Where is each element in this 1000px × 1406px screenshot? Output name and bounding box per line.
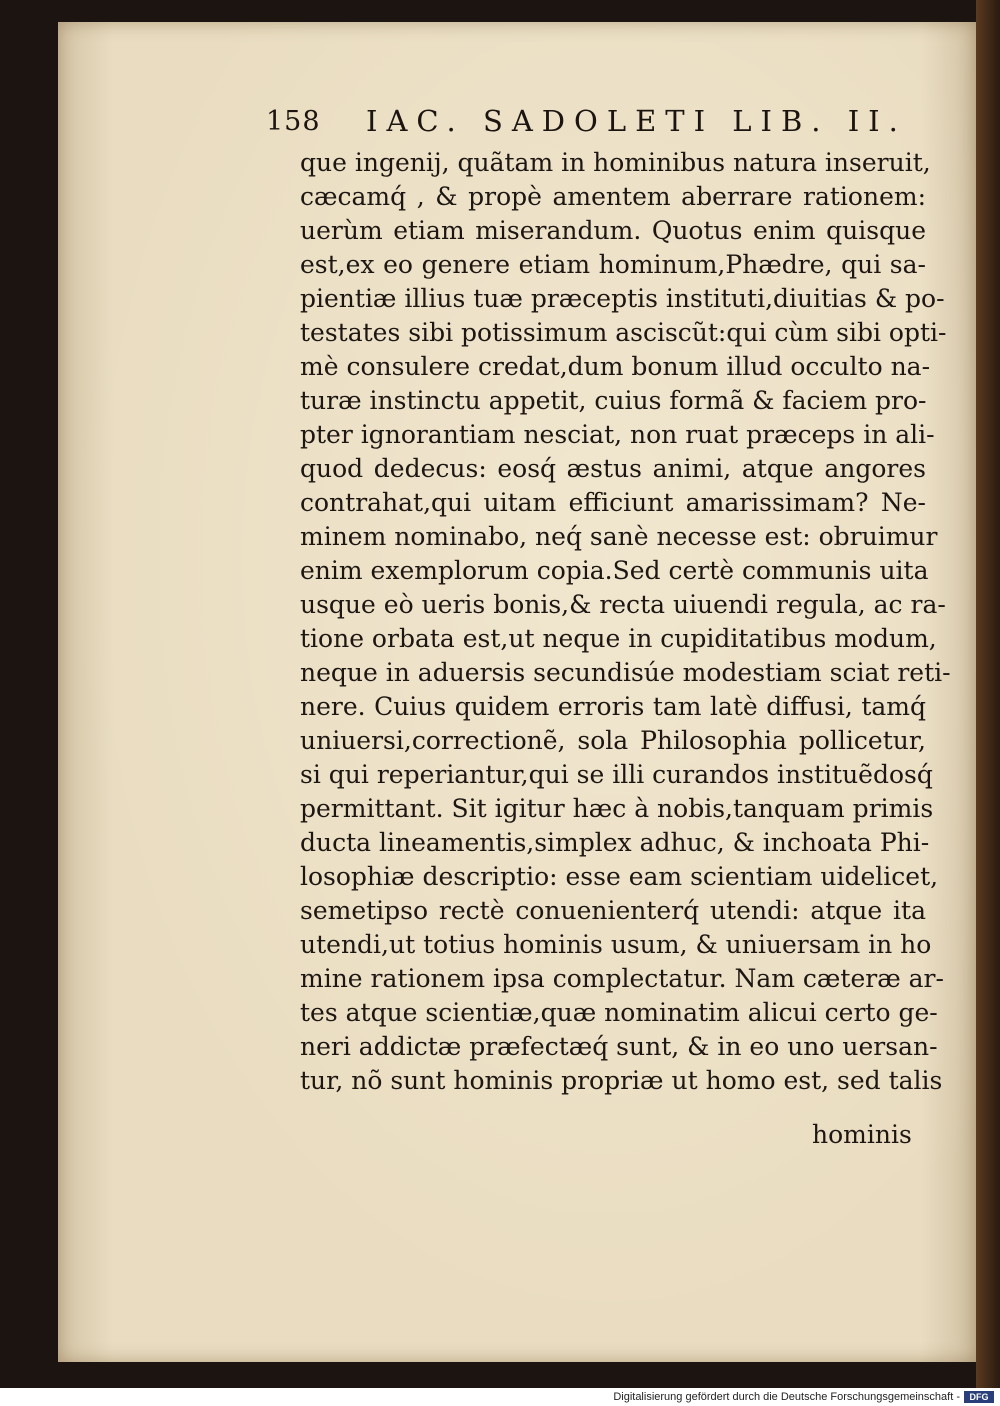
page-number: 158 [266,106,321,137]
text-line: enim exemplorum copia.Sed certè communis uita [300,556,929,585]
text-line: tione orbata est,ut neque in cupiditatibus modum, [300,624,937,653]
text-line: mine rationem ipsa complectatur. Nam cæteræ ar- [300,964,944,993]
text-line: tes atque scientiæ,quæ nominatim alicui certo ge- [300,998,938,1027]
funding-credit: Digitalisierung gefördert durch die Deutsche Forschungsgemeinschaft - [613,1391,960,1403]
text-line: uniuersi,correctionẽ, sola Philosophia pollicetur, [300,726,926,755]
text-line: utendi,ut totius hominis usum, & uniuersam in ho [300,930,932,959]
book-edge [976,0,1000,1388]
text-line: usque eò ueris bonis,& recta uiuendi regula, ac ra- [300,590,946,619]
text-line: testates sibi potissimum asciscũt:qui cùm sibi opti- [300,318,947,347]
text-line: tur, nõ sunt hominis propriæ ut homo est, sed talis [300,1066,943,1095]
text-line: mè consulere credat,dum bonum illud occulto na- [300,352,931,381]
text-line: si qui reperiantur,qui se illi curandos instituẽdosq́ [300,760,933,789]
running-head: IAC. SADOLETI LIB. II. [366,104,907,138]
text-line: neri addictæ præfectæq́ sunt, & in eo uno uersan- [300,1032,938,1061]
text-line: est,ex eo genere etiam hominum,Phædre, qui sa- [300,250,926,279]
dfg-logo: DFG [964,1391,994,1403]
text-line: semetipso rectè conuenienterq́ utendi: atque ita [300,896,926,925]
text-line: minem nominabo, neq́ sanè necesse est: obruimur [300,522,938,551]
text-line: cæcamq́ , & propè amentem aberrare rationem: [300,182,926,211]
text-line: pter ignorantiam nesciat, non ruat præceps in ali- [300,420,935,449]
catchword: hominis [812,1120,912,1149]
body-text [300,146,951,1098]
text-line: quod dedecus: eosq́ æstus animi, atque angores [300,454,926,483]
text-line: que ingenij, quãtam in hominibus natura inseruit, [300,148,931,177]
text-line: contrahat,qui uitam efficiunt amarissimam? Ne- [300,488,926,517]
text-line: uerùm etiam miserandum. Quotus enim quisque [300,216,926,245]
text-line: turæ instinctu appetit, cuius formã & faciem pro- [300,386,927,415]
text-line: neque in aduersis secundisúe modestiam sciat reti- [300,658,951,687]
page-header [266,104,906,148]
text-line: ducta lineamentis,simplex adhuc, & inchoata Phi- [300,828,930,857]
digitization-footer [0,1388,1000,1406]
text-line: pientiæ illius tuæ præceptis instituti,diuitias & po- [300,284,945,313]
text-line: losophiæ descriptio: esse eam scientiam uidelicet, [300,862,939,891]
text-line: nere. Cuius quidem erroris tam latè diffusi, tamq́ [300,692,926,721]
text-line: permittant. Sit igitur hæc à nobis,tanquam primis [300,794,934,823]
